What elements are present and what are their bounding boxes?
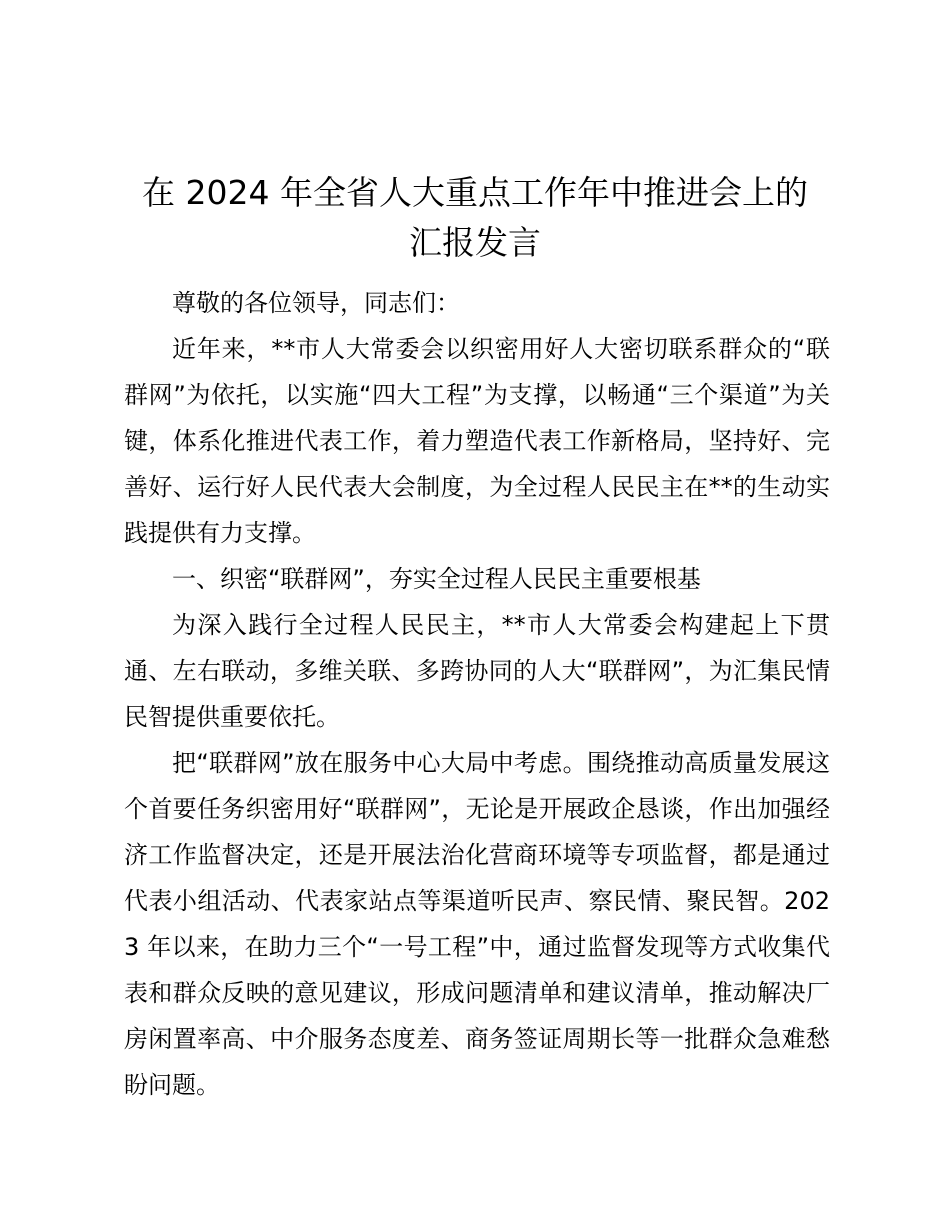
paragraph-section-intro: 为深入践行全过程人民民主，**市人大常委会构建起上下贯通、左右联动，多维关联、多跨协同的人大“联群网”，为汇集民情民智提供重要依托。 <box>124 611 830 731</box>
paragraph-detail: 把“联群网”放在服务中心大局中考虑。围绕推动高质量发展这个首要任务织密用好“联群网”，无论是开展政企恳谈，作出加强经济工作监督决定，还是开展法治化营商环境等专项监督，都是通过代表小组活动、代表家站点等渠道听民声、察民情、聚民智。2023 年以来，在助力三个“一号工程”中，通过监督发现等方式收集代表和群众反映的意见建议，形成问题清单和建议清单，推动解决厂房闲置率高、中介服务态度差、商务签证周期长等一批群众急难愁盼问题。 <box>124 749 830 1099</box>
paragraph-intro: 近年来，**市人大常委会以织密用好人大密切联系群众的“联群网”为依托，以实施“四大工程”为支撑，以畅通“三个渠道”为关键，体系化推进代表工作，着力塑造代表工作新格局，坚持好、完善好、运行好人民代表大会制度，为全过程人民民主在**的生动实践提供有力支撑。 <box>124 335 830 547</box>
document-title <box>120 168 830 268</box>
title-line-2: 汇报发言 <box>409 223 541 262</box>
title-line-1: 在 2024 年全省人大重点工作年中推进会上的 <box>142 173 808 212</box>
section-heading: 一、织密“联群网”，夯实全过程人民民主重要根基 <box>172 565 701 593</box>
salutation: 尊敬的各位领导，同志们： <box>172 289 460 317</box>
document-body <box>124 280 830 1108</box>
